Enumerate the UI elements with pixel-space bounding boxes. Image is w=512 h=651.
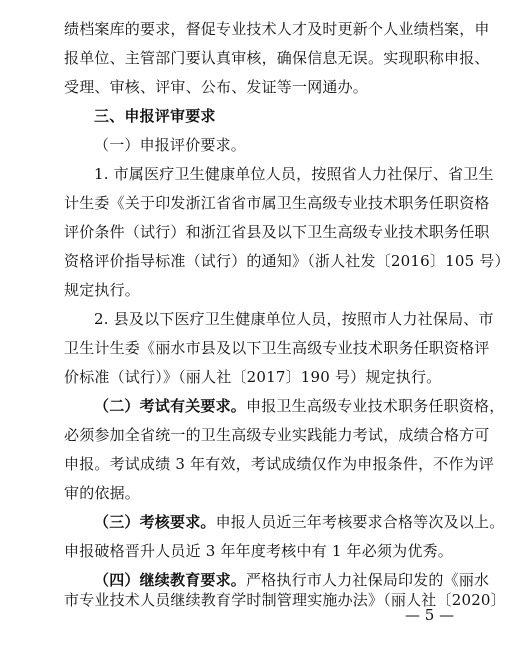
subsection-heading: （四）继续教育要求。 bbox=[94, 571, 247, 589]
body-line: 申报破格晋升人员近 3 年年度考核中有 1 年必须为优秀。 bbox=[64, 542, 453, 560]
body-line: 资格评价指导标准（试行）的通知》（浙人社发〔2016〕105 号） bbox=[64, 252, 510, 270]
body-line: 价标准（试行）》（丽人社〔2017〕190 号）规定执行。 bbox=[64, 368, 442, 386]
body-line: 审的依据。 bbox=[64, 484, 141, 502]
section-heading: 三、申报评审要求 bbox=[94, 107, 216, 125]
subsection-heading: （一）申报评价要求。 bbox=[94, 136, 247, 154]
body-line: 计生委《关于印发浙江省省市属卫生高级专业技术职务任职资格 bbox=[64, 194, 490, 212]
body-line: 绩档案库的要求，督促专业技术人才及时更新个人业绩档案，申 bbox=[64, 20, 490, 38]
body-line: 报单位、主管部门要认真审核，确保信息无误。实现职称申报、 bbox=[64, 49, 490, 67]
body-text: 申报人员近三年考核要求合格等次及以上。 bbox=[215, 513, 505, 531]
body-line: 评价条件（试行）和浙江省县及以下卫生高级专业技术职务任职 bbox=[64, 223, 490, 241]
body-text: 严格执行市人力社保局印发的《丽水 bbox=[246, 571, 490, 589]
subsection-heading: （二）考试有关要求。 bbox=[94, 397, 247, 415]
body-line bbox=[94, 570, 490, 590]
body-line bbox=[94, 396, 505, 416]
body-line: 申报。考试成绩 3 年有效，考试成绩仅作为申报条件，不作为评 bbox=[64, 455, 495, 473]
body-line: 卫生计生委《丽水市县及以下卫生高级专业技术职务任职资格评 bbox=[64, 339, 490, 357]
body-line: 2. 县及以下医疗卫生健康单位人员，按照市人力社保局、市 bbox=[94, 310, 494, 328]
body-line bbox=[94, 512, 505, 532]
body-text: 申报卫生高级专业技术职务任职资格， bbox=[246, 397, 505, 415]
body-line: 1. 市属医疗卫生健康单位人员，按照省人力社保厅、省卫生 bbox=[94, 165, 494, 183]
page-number: — 5 — bbox=[405, 606, 455, 624]
body-line: 规定执行。 bbox=[64, 281, 141, 299]
body-line: 必须参加全省统一的卫生高级专业实践能力考试，成绩合格方可 bbox=[64, 426, 490, 444]
body-line: 受理、审核、评审、公布、发证等一网通办。 bbox=[64, 78, 369, 96]
body-line: 市专业技术人员继续教育学时制管理实施办法》（丽人社〔2020〕 bbox=[64, 591, 506, 609]
subsection-heading: （三）考核要求。 bbox=[94, 513, 216, 531]
